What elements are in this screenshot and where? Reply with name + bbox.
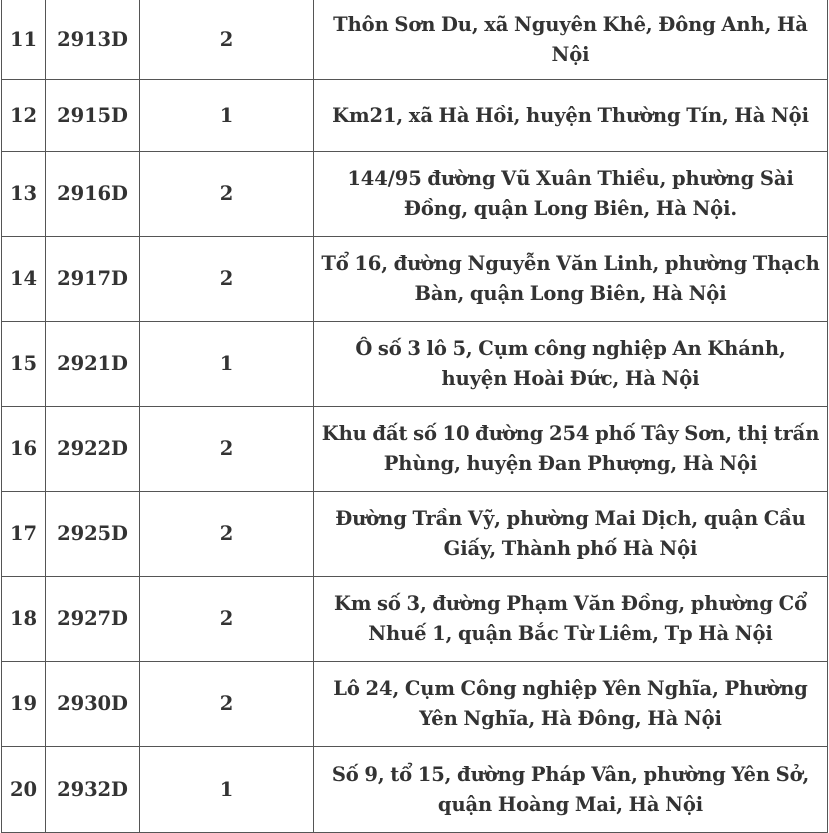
station-code-cell: 2930D <box>46 662 140 747</box>
quantity-cell: 2 <box>140 237 314 322</box>
row-number-cell: 19 <box>2 662 46 747</box>
row-number-cell: 14 <box>2 237 46 322</box>
address-cell: Khu đất số 10 đường 254 phố Tây Sơn, thị trấn Phùng, huyện Đan Phượng, Hà Nội <box>314 407 828 492</box>
table-row <box>2 747 828 833</box>
address-cell: Km21, xã Hà Hồi, huyện Thường Tín, Hà Nội <box>314 80 828 152</box>
address-cell: 144/95 đường Vũ Xuân Thiều, phường Sài Đồng, quận Long Biên, Hà Nội. <box>314 152 828 237</box>
table-row <box>2 152 828 237</box>
row-number-cell: 13 <box>2 152 46 237</box>
quantity-cell: 2 <box>140 0 314 80</box>
row-number-cell: 17 <box>2 492 46 577</box>
row-number-cell: 20 <box>2 747 46 833</box>
quantity-cell: 2 <box>140 492 314 577</box>
address-cell: Số 9, tổ 15, đường Pháp Vân, phường Yên Sở, quận Hoàng Mai, Hà Nội <box>314 747 828 833</box>
table-row <box>2 80 828 152</box>
row-number-cell: 12 <box>2 80 46 152</box>
row-number-cell: 11 <box>2 0 46 80</box>
address-cell: Ô số 3 lô 5, Cụm công nghiệp An Khánh, huyện Hoài Đức, Hà Nội <box>314 322 828 407</box>
table-row <box>2 0 828 80</box>
station-code-cell: 2917D <box>46 237 140 322</box>
table-row <box>2 237 828 322</box>
table-row <box>2 662 828 747</box>
station-code-cell: 2921D <box>46 322 140 407</box>
quantity-cell: 1 <box>140 322 314 407</box>
station-code-cell: 2916D <box>46 152 140 237</box>
table-row <box>2 322 828 407</box>
quantity-cell: 1 <box>140 747 314 833</box>
table-row <box>2 492 828 577</box>
address-cell: Km số 3, đường Phạm Văn Đồng, phường Cổ Nhuế 1, quận Bắc Từ Liêm, Tp Hà Nội <box>314 577 828 662</box>
address-table <box>1 0 828 833</box>
quantity-cell: 1 <box>140 80 314 152</box>
quantity-cell: 2 <box>140 407 314 492</box>
row-number-cell: 18 <box>2 577 46 662</box>
station-code-cell: 2925D <box>46 492 140 577</box>
row-number-cell: 16 <box>2 407 46 492</box>
station-code-cell: 2922D <box>46 407 140 492</box>
quantity-cell: 2 <box>140 152 314 237</box>
row-number-cell: 15 <box>2 322 46 407</box>
address-cell: Thôn Sơn Du, xã Nguyên Khê, Đông Anh, Hà Nội <box>314 0 828 80</box>
station-code-cell: 2915D <box>46 80 140 152</box>
station-code-cell: 2913D <box>46 0 140 80</box>
station-code-cell: 2932D <box>46 747 140 833</box>
address-cell: Lô 24, Cụm Công nghiệp Yên Nghĩa, Phường Yên Nghĩa, Hà Đông, Hà Nội <box>314 662 828 747</box>
address-cell: Đường Trần Vỹ, phường Mai Dịch, quận Cầu Giấy, Thành phố Hà Nội <box>314 492 828 577</box>
table-row <box>2 577 828 662</box>
quantity-cell: 2 <box>140 662 314 747</box>
table-row <box>2 407 828 492</box>
station-code-cell: 2927D <box>46 577 140 662</box>
address-cell: Tổ 16, đường Nguyễn Văn Linh, phường Thạch Bàn, quận Long Biên, Hà Nội <box>314 237 828 322</box>
quantity-cell: 2 <box>140 577 314 662</box>
